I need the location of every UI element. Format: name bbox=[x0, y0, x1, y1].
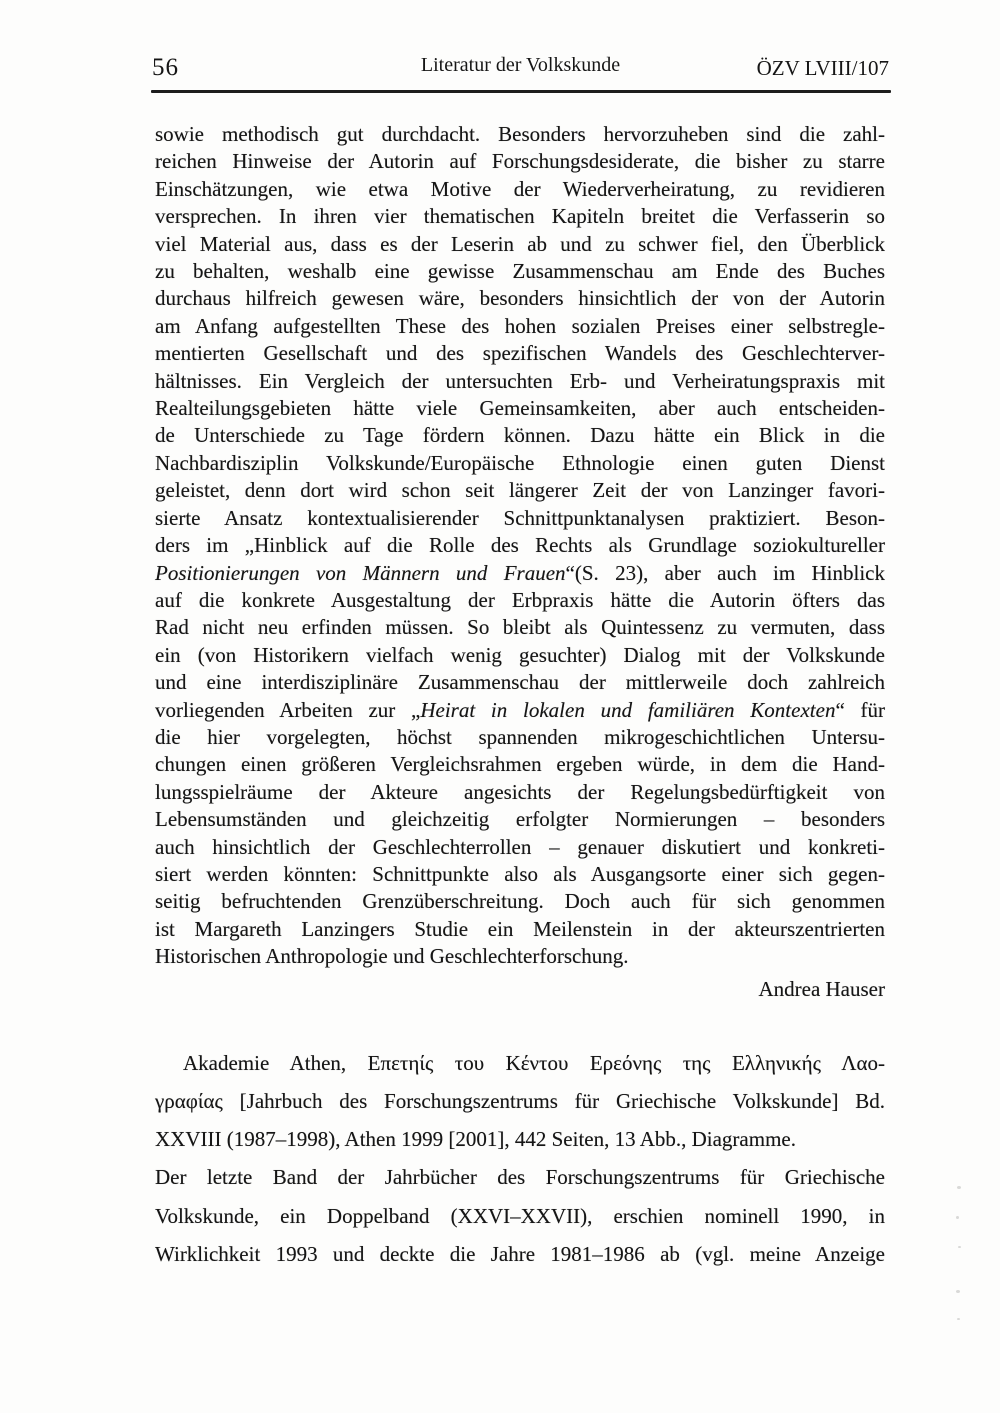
text-line bbox=[155, 751, 885, 778]
text-line bbox=[155, 614, 885, 641]
text-segment: versprechen. In ihren vier thematischen Kapiteln breitet die Verfasserin so bbox=[155, 204, 885, 229]
text-segment: chungen einen größeren Vergleichsrahmen ergeben würde, in dem die Hand- bbox=[155, 752, 885, 777]
text-line bbox=[155, 1197, 885, 1236]
text-segment: und eine interdisziplinäre Zusammenschau der mittlerweile doch zahlreich bbox=[155, 670, 885, 695]
text-line bbox=[155, 203, 885, 230]
text-line bbox=[155, 368, 885, 395]
text-line bbox=[155, 148, 885, 175]
text-segment: lungsspielräume der Akteure angesichts der Regelungsbedürftigkeit von bbox=[155, 779, 885, 804]
text-segment: mentierten Gesellschaft und des spezifischen Wandels des Geschlechterver- bbox=[155, 341, 885, 366]
text-line bbox=[155, 121, 885, 148]
reviewer-signature: Andrea Hauser bbox=[758, 977, 885, 1001]
text-segment: Akademie Athen, Επετηίς του Κέντου Ερεόνης της Ελληνικής Λαο- bbox=[183, 1051, 885, 1075]
text-segment: hältnisses. Ein Vergleich der untersuchten Erb- und Verheiratungspraxis mit bbox=[155, 368, 885, 393]
text-line bbox=[155, 231, 885, 258]
text-segment: ders im „Hinblick auf die Rolle des Rechts als Grundlage soziokultureller bbox=[155, 533, 885, 558]
text-segment: auch hinsichtlich der Geschlechterrollen – genauer diskutiert und konkreti- bbox=[155, 834, 885, 859]
text-line bbox=[155, 587, 885, 614]
text-segment: “ für bbox=[835, 697, 886, 722]
text-line bbox=[155, 697, 885, 724]
text-line bbox=[155, 532, 885, 559]
text-segment: vorliegenden Arbeiten zur „ bbox=[155, 697, 421, 722]
text-line bbox=[155, 395, 885, 422]
text-line bbox=[155, 943, 885, 970]
header-rule bbox=[151, 90, 891, 93]
text-line bbox=[155, 806, 885, 833]
bibliographic-entry-heading bbox=[155, 1044, 885, 1158]
text-segment: auf die konkrete Ausgestaltung der Erbpraxis hätte die Autorin öfters das bbox=[155, 587, 885, 612]
text-segment: siert werden könnten: Schnittpunkte also als Ausgangsorte einer sich gegen- bbox=[155, 861, 885, 886]
text-segment: geleistet, denn dort wird schon seit längerer Zeit der von Lanzinger favori- bbox=[155, 478, 885, 503]
text-segment: reichen Hinweise der Autorin auf Forschungsdesiderate, die bisher zu starre bbox=[155, 149, 885, 174]
text-segment: am Anfang aufgestellten These des hohen sozialen Preises einer selbstregle- bbox=[155, 313, 885, 338]
text-line bbox=[155, 834, 885, 861]
text-line bbox=[155, 258, 885, 285]
text-line bbox=[155, 340, 885, 367]
text-line bbox=[155, 669, 885, 696]
text-segment: de Unterschiede zu Tage fördern können. Dazu hätte ein Blick in die bbox=[155, 423, 885, 448]
text-line bbox=[155, 422, 885, 449]
text-segment: Lebensumständen und gleichzeitig erfolgter Normierungen – besonders bbox=[155, 807, 885, 832]
review-continuation-text bbox=[155, 121, 885, 971]
scan-artifact bbox=[958, 1246, 961, 1248]
text-segment: Volkskunde, ein Doppelband (XXVI–XXVII), erschien nominell 1990, in bbox=[155, 1203, 885, 1228]
text-segment: Historischen Anthropologie und Geschlechterforschung. bbox=[155, 944, 629, 969]
text-line bbox=[155, 1158, 885, 1197]
page-number: 56 bbox=[152, 54, 179, 81]
text-line bbox=[155, 861, 885, 888]
text-line bbox=[155, 285, 885, 312]
text-line bbox=[155, 1082, 885, 1120]
text-segment: Der letzte Band der Jahrbücher des Forschungszentrums für Griechische bbox=[155, 1165, 885, 1189]
text-segment: sowie methodisch gut durchdacht. Besonders hervorzuheben sind die zahl- bbox=[155, 122, 885, 146]
text-segment: Wirklichkeit 1993 und deckte die Jahre 1981–1986 ab (vgl. meine Anzeige bbox=[155, 1242, 885, 1266]
text-line bbox=[155, 642, 885, 669]
text-line bbox=[155, 1044, 885, 1082]
text-line bbox=[155, 916, 885, 943]
text-line bbox=[155, 1235, 885, 1274]
journal-reference: ÖZV LVIII/107 bbox=[756, 56, 889, 80]
text-segment: Nachbardisziplin Volkskunde/Europäische Ethnologie einen guten Dienst bbox=[155, 450, 885, 475]
text-line bbox=[155, 505, 885, 532]
text-segment: durchaus hilfreich gewesen wäre, besonders hinsichtlich der von der Autorin bbox=[155, 286, 885, 311]
text-segment: γραφίας [Jahrbuch des Forschungszentrums für Griechische Volkskunde] Bd. bbox=[155, 1089, 885, 1113]
review-opening-text bbox=[155, 1158, 885, 1274]
text-segment: Einschätzungen, wie etwa Motive der Wiederverheiratung, zu revidieren bbox=[155, 176, 885, 201]
text-segment: zu behalten, weshalb eine gewisse Zusammenschau am Ende des Buches bbox=[155, 259, 885, 284]
text-line bbox=[155, 888, 885, 915]
page-header bbox=[152, 54, 889, 82]
scan-artifact bbox=[956, 1216, 959, 1219]
text-line bbox=[155, 450, 885, 477]
text-segment: Realteilungsgebieten hätte viele Gemeinsamkeiten, aber auch entscheiden- bbox=[155, 396, 885, 421]
italic-text-segment: Heirat in lokalen und familiären Kontexten bbox=[420, 697, 836, 722]
italic-text-segment: Positionierungen von Männern und Frauen bbox=[155, 560, 566, 585]
text-line bbox=[155, 1120, 885, 1158]
text-segment: Rad nicht neu erfinden müssen. So bleibt als Quintessenz zu vermuten, dass bbox=[155, 615, 885, 640]
text-segment: die hier vorgelegten, höchst spannenden mikrogeschichtlichen Untersu- bbox=[155, 724, 885, 749]
text-segment: ein (von Historikern vielfach wenig gesuchter) Dialog mit der Volkskunde bbox=[155, 642, 885, 667]
text-segment: “(S. 23), aber auch im Hinblick bbox=[565, 560, 886, 585]
text-segment: ist Margareth Lanzingers Studie ein Meilenstein in der akteurszentrierten bbox=[155, 916, 885, 941]
text-line bbox=[155, 724, 885, 751]
text-line bbox=[155, 176, 885, 203]
text-line bbox=[155, 560, 885, 587]
text-segment: XXVIII (1987–1998), Athen 1999 [2001], 442 Seiten, 13 Abb., Diagramme. bbox=[155, 1127, 796, 1151]
scan-artifact bbox=[957, 1318, 960, 1320]
scan-artifact bbox=[957, 1186, 961, 1189]
text-line bbox=[155, 313, 885, 340]
text-segment: seitig befruchtenden Grenzüberschreitung. Doch auch für sich genommen bbox=[155, 889, 885, 914]
text-line bbox=[155, 477, 885, 504]
text-line bbox=[155, 779, 885, 806]
scan-artifact bbox=[956, 1290, 960, 1293]
text-segment: sierte Ansatz kontextualisierender Schnittpunktanalysen praktiziert. Beson- bbox=[155, 505, 885, 530]
text-segment: viel Material aus, dass es der Leserin ab und zu schwer fiel, den Überblick bbox=[155, 231, 885, 256]
running-title: Literatur der Volkskunde bbox=[420, 54, 621, 76]
